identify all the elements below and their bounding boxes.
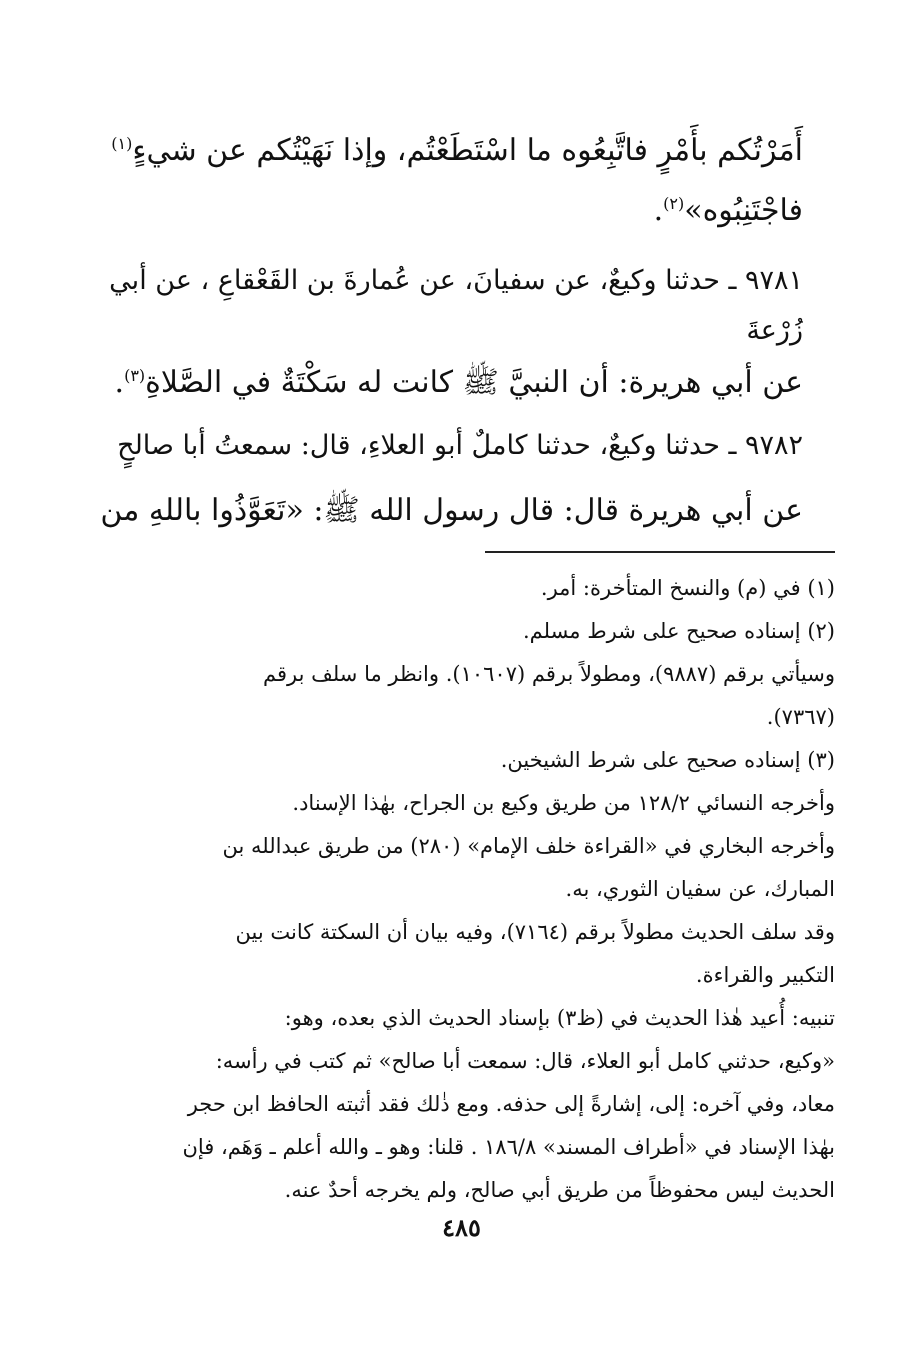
footnote-line: التكبير والقراءة. — [695, 963, 835, 987]
main-line-7: عن أبي هريرة قال: قال رسول الله ﷺ: «تَعَوَّذُوا باللهِ من — [100, 493, 803, 528]
footnote-line: (٣) إسناده صحيح على شرط الشيخين. — [500, 748, 835, 772]
footnote-line: «وكيع، حدثني كامل أبو العلاء، قال: سمعت أبا صالح» ثم كتب في رأسه: — [215, 1049, 835, 1073]
footnote-line: تنبيه: أُعيد هٰذا الحديث في (ظ٣) بإسناد الحديث الذي بعده، وهو: — [284, 1006, 835, 1030]
main-line-1 — [111, 125, 803, 177]
main-line-2-text: فاجْتَنِبُوه» — [684, 193, 803, 228]
main-line-6: ٩٧٨٢ ـ حدثنا وكيعٌ، حدثنا كاملٌ أبو العلاءِ، قال: سمعتُ أبا صالحٍ — [117, 430, 803, 461]
main-line-5-end: . — [114, 365, 125, 400]
footnote-line: وسيأتي برقم (٩٨٨٧)، ومطولاً برقم (١٠٦٠٧). وانظر ما سلف برقم — [262, 662, 835, 686]
footnote-line: بهٰذا الإسناد في «أطراف المسند» ١٨٦/٨ . قلنا: وهو ـ والله أعلم ـ وَهَم، فإن — [182, 1135, 835, 1159]
main-line-3: ٩٧٨١ ـ حدثنا وكيعٌ، عن سفيانَ، عن عُمارةَ بن القَعْقاعِ ، عن أبي — [109, 265, 803, 296]
main-line-4: زُرْعةَ — [746, 315, 803, 346]
footnote-ref-3: (٣) — [124, 366, 146, 385]
footnote-line: وقد سلف الحديث مطولاً برقم (٧١٦٤)، وفيه بيان أن السكتة كانت بين — [235, 920, 835, 944]
footnote-line: (٧٣٦٧). — [766, 705, 835, 729]
main-line-5-text: عن أبي هريرة: أن النبيَّ ﷺ كانت له سَكْتَةٌ في الصَّلاةِ — [145, 365, 803, 400]
footnote-line: (٢) إسناده صحيح على شرط مسلم. — [522, 619, 835, 643]
footnote-line: المبارك، عن سفيان الثوري، به. — [565, 877, 835, 901]
footnote-line: وأخرجه البخاري في «القراءة خلف الإمام» (٢٨٠) من طريق عبدالله بن — [222, 834, 835, 858]
main-line-5 — [114, 357, 803, 409]
page-number: ٤٨٥ — [442, 1213, 481, 1242]
main-line-2-end: . — [653, 193, 664, 228]
footnote-line: الحديث ليس محفوظاً من طريق أبي صالح، ولم يخرجه أحدٌ عنه. — [284, 1178, 835, 1202]
footnote-line: معاد، وفي آخره: إلى، إشارةً إلى حذفه. ومع ذٰلك فقد أثبته الحافظ ابن حجر — [187, 1092, 835, 1116]
main-line-1-text: أَمَرْتُكم بأَمْرٍ فاتَّبِعُوه ما اسْتَطَعْتُم، وإذا نَهَيْتُكم عن شيءٍ — [132, 133, 803, 168]
footnote-ref-2: (٢) — [663, 194, 685, 213]
footnote-divider — [485, 551, 835, 553]
footnote-line: وأخرجه النسائي ١٢٨/٢ من طريق وكيع بن الجراح، بهٰذا الإسناد. — [292, 791, 835, 815]
footnote-line: (١) في (م) والنسخ المتأخرة: أمر. — [540, 576, 835, 600]
footnote-ref-1: (١) — [111, 134, 133, 153]
main-line-2 — [120, 185, 803, 237]
